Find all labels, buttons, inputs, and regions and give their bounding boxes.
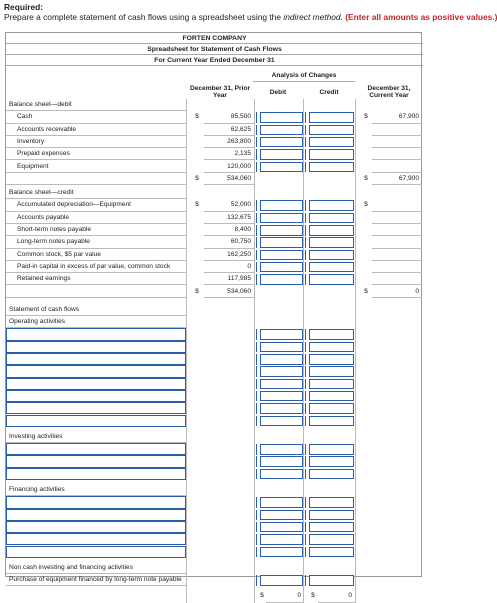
debit-amount-input[interactable] [260, 469, 303, 480]
debit-item-label: Equipment [6, 161, 186, 173]
credit-amount-input[interactable] [309, 250, 354, 261]
section-investing-activities: Investing activities [6, 431, 186, 443]
credit-amount-input[interactable] [309, 125, 354, 136]
currency-sign: $ [195, 174, 199, 182]
credit-item-label: Short-term notes payable [6, 224, 186, 236]
debit-amount-input[interactable] [260, 213, 303, 224]
credit-grand-total: 0 [318, 590, 355, 602]
section-row [6, 99, 423, 111]
debit-amount-input[interactable] [260, 497, 303, 508]
table-row [6, 574, 423, 586]
debit-amount-input[interactable] [260, 137, 303, 148]
section-row [6, 484, 423, 496]
description-input[interactable] [6, 328, 186, 340]
debit-amount-input[interactable] [260, 444, 303, 455]
credit-total-prior: 534,060 [204, 286, 254, 298]
currency-sign: $ [364, 113, 368, 121]
description-input[interactable] [6, 533, 186, 545]
credit-amount-input[interactable] [309, 444, 354, 455]
required-instructions [4, 12, 497, 22]
instruction-text: Prepare a complete statement of cash flows using a spreadsheet using the [4, 12, 284, 22]
description-input[interactable] [6, 365, 186, 377]
section-row [6, 562, 423, 574]
prior-year-value: 263,800 [204, 136, 254, 148]
current-year-value [372, 124, 422, 136]
credit-amount-input[interactable] [309, 274, 354, 285]
credit-amount-input[interactable] [309, 416, 354, 427]
debit-amount-input[interactable] [260, 342, 303, 353]
prior-year-header: December 31, Prior Year [189, 85, 251, 99]
table-row [6, 161, 423, 173]
credit-amount-input[interactable] [309, 522, 354, 533]
instruction-note: (Enter all amounts as positive values.) [345, 12, 497, 22]
currency-sign: $ [364, 287, 368, 295]
row-label [6, 173, 186, 185]
entry-row [6, 496, 423, 508]
section-balance-sheet-debit: Balance sheet—debit [6, 99, 186, 111]
credit-item-label: Retained earnings [6, 273, 186, 285]
credit-amount-input[interactable] [309, 547, 354, 558]
debit-amount-input[interactable] [260, 112, 303, 123]
debit-grand-total: 0 [266, 590, 304, 602]
debit-amount-input[interactable] [260, 547, 303, 558]
debit-amount-input[interactable] [260, 391, 303, 402]
description-input[interactable] [6, 341, 186, 353]
prior-year-value: 0 [204, 261, 254, 273]
debit-amount-input[interactable] [260, 366, 303, 377]
entry-row [6, 455, 423, 467]
description-input[interactable] [6, 509, 186, 521]
section-row [6, 316, 423, 328]
credit-item-label: Long-term notes payable [6, 236, 186, 248]
current-year-value [372, 273, 422, 285]
current-year-value [372, 199, 422, 211]
credit-amount-input[interactable] [309, 379, 354, 390]
description-input[interactable] [6, 546, 186, 558]
entry-row [6, 378, 423, 390]
credit-amount-input[interactable] [309, 456, 354, 467]
debit-amount-input[interactable] [260, 250, 303, 261]
credit-item-label: Paid-in capital in excess of par value, common stock [6, 261, 186, 273]
credit-amount-input[interactable] [309, 497, 354, 508]
current-year-value [372, 212, 422, 224]
debit-amount-input[interactable] [260, 274, 303, 285]
credit-amount-input[interactable] [309, 137, 354, 148]
description-input[interactable] [6, 496, 186, 508]
debit-amount-input[interactable] [260, 262, 303, 273]
debit-amount-input[interactable] [260, 225, 303, 236]
table-row [6, 236, 423, 248]
credit-total-current: 0 [372, 286, 422, 298]
credit-amount-input[interactable] [309, 149, 354, 160]
description-input[interactable] [6, 353, 186, 365]
debit-amount-input[interactable] [260, 575, 303, 586]
credit-amount-input[interactable] [309, 391, 354, 402]
analysis-of-changes-header: Analysis of Changes [253, 72, 355, 82]
debit-header: Debit [269, 89, 287, 96]
prior-year-value: 60,750 [204, 236, 254, 248]
currency-sign: $ [260, 592, 264, 600]
description-input[interactable] [6, 402, 186, 414]
credit-amount-input[interactable] [309, 366, 354, 377]
debit-amount-input[interactable] [260, 354, 303, 365]
credit-amount-input[interactable] [309, 329, 354, 340]
current-year-value [372, 161, 422, 173]
entry-row [6, 328, 423, 340]
description-input[interactable] [6, 415, 186, 427]
entry-row [6, 546, 423, 558]
section-balance-sheet-credit: Balance sheet—credit [6, 187, 186, 199]
credit-amount-input[interactable] [309, 225, 354, 236]
current-year-value [372, 236, 422, 248]
prior-year-value: 52,000 [204, 199, 254, 211]
current-year-value: 67,900 [372, 111, 422, 123]
grid-line [254, 99, 255, 603]
credit-amount-input[interactable] [309, 534, 354, 545]
cash-flow-spreadsheet [5, 32, 422, 600]
grand-total-row [6, 590, 423, 602]
description-input[interactable] [6, 443, 186, 455]
prior-year-value: 120,000 [204, 161, 254, 173]
credit-item-label: Accumulated depreciation—Equipment [6, 199, 186, 211]
credit-amount-input[interactable] [309, 403, 354, 414]
debit-amount-input[interactable] [260, 200, 303, 211]
currency-sign: $ [195, 287, 199, 295]
spreadsheet-period: For Current Year Ended December 31 [6, 55, 423, 66]
credit-amount-input[interactable] [309, 262, 354, 273]
current-year-value [372, 261, 422, 273]
required-title: Required: [4, 2, 44, 12]
entry-row [6, 509, 423, 521]
company-name: FORTEN COMPANY [6, 33, 423, 44]
grid-line [355, 99, 356, 603]
table-row [6, 224, 423, 236]
prior-year-value: 117,985 [204, 273, 254, 285]
description-input[interactable] [6, 390, 186, 402]
credit-amount-input[interactable] [309, 575, 354, 586]
prior-year-value: 8,400 [204, 224, 254, 236]
credit-amount-input[interactable] [309, 354, 354, 365]
debit-item-label: Inventory [6, 136, 186, 148]
description-input[interactable] [6, 378, 186, 390]
total-row [6, 286, 423, 298]
credit-amount-input[interactable] [309, 162, 354, 173]
current-year-value [372, 136, 422, 148]
prior-year-value: 85,500 [204, 111, 254, 123]
table-row [6, 111, 423, 123]
credit-amount-input[interactable] [309, 112, 354, 123]
entry-row [6, 533, 423, 545]
entry-row [6, 341, 423, 353]
entry-row [6, 390, 423, 402]
section-noncash-activities: Non cash investing and financing activities [6, 562, 186, 574]
section-financing-activities: Financing activities [6, 484, 186, 496]
debit-amount-input[interactable] [260, 534, 303, 545]
grid-line [303, 99, 304, 603]
table-row [6, 249, 423, 261]
total-row [6, 173, 423, 185]
entry-row [6, 468, 423, 480]
table-row [6, 212, 423, 224]
table-row [6, 136, 423, 148]
table-row [6, 148, 423, 160]
debit-amount-input[interactable] [260, 149, 303, 160]
debit-amount-input[interactable] [260, 237, 303, 248]
prior-year-value: 2,135 [204, 148, 254, 160]
section-row [6, 187, 423, 199]
debit-item-label: Accounts receivable [6, 124, 186, 136]
credit-amount-input[interactable] [309, 342, 354, 353]
entry-row [6, 353, 423, 365]
noncash-item-label: Purchase of equipment financed by long-term note payable [6, 574, 186, 586]
debit-total-prior: 534,060 [204, 173, 254, 185]
current-year-value [372, 148, 422, 160]
section-statement-of-cash-flows: Statement of cash flows [6, 304, 186, 316]
entry-row [6, 402, 423, 414]
debit-amount-input[interactable] [260, 403, 303, 414]
description-input[interactable] [6, 468, 186, 480]
currency-sign: $ [364, 201, 368, 209]
credit-amount-input[interactable] [309, 237, 354, 248]
credit-amount-input[interactable] [309, 213, 354, 224]
credit-amount-input[interactable] [309, 510, 354, 521]
debit-amount-input[interactable] [260, 379, 303, 390]
grid-line [186, 99, 187, 603]
debit-amount-input[interactable] [260, 456, 303, 467]
table-row [6, 273, 423, 285]
entry-row [6, 521, 423, 533]
current-year-value [372, 224, 422, 236]
description-input[interactable] [6, 455, 186, 467]
currency-sign: $ [195, 113, 199, 121]
debit-amount-input[interactable] [260, 162, 303, 173]
spreadsheet-heading: Spreadsheet for Statement of Cash Flows [6, 44, 423, 55]
credit-amount-input[interactable] [309, 469, 354, 480]
section-row [6, 304, 423, 316]
table-row [6, 124, 423, 136]
prior-year-value: 132,675 [204, 212, 254, 224]
credit-item-label: Common stock, $5 par value [6, 249, 186, 261]
entry-row [6, 365, 423, 377]
entry-row [6, 415, 423, 427]
section-row [6, 431, 423, 443]
debit-item-label: Cash [6, 111, 186, 123]
current-year-value [372, 249, 422, 261]
debit-total-current: 67,900 [372, 173, 422, 185]
credit-header: Credit [319, 89, 339, 96]
debit-amount-input[interactable] [260, 416, 303, 427]
debit-amount-input[interactable] [260, 125, 303, 136]
debit-amount-input[interactable] [260, 510, 303, 521]
table-row [6, 199, 423, 211]
credit-item-label: Accounts payable [6, 212, 186, 224]
debit-amount-input[interactable] [260, 329, 303, 340]
instruction-method: indirect method. [283, 12, 343, 22]
prior-year-value: 162,250 [204, 249, 254, 261]
currency-sign: $ [195, 201, 199, 209]
prior-year-value: 62,625 [204, 124, 254, 136]
section-operating-activities: Operating activities [6, 316, 186, 328]
debit-item-label: Prepaid expenses [6, 148, 186, 160]
current-year-header: December 31, Current Year [367, 85, 411, 99]
credit-amount-input[interactable] [309, 200, 354, 211]
debit-amount-input[interactable] [260, 522, 303, 533]
currency-sign: $ [364, 174, 368, 182]
currency-sign: $ [311, 592, 315, 600]
row-label [6, 286, 186, 298]
description-input[interactable] [6, 521, 186, 533]
table-row [6, 261, 423, 273]
entry-row [6, 443, 423, 455]
